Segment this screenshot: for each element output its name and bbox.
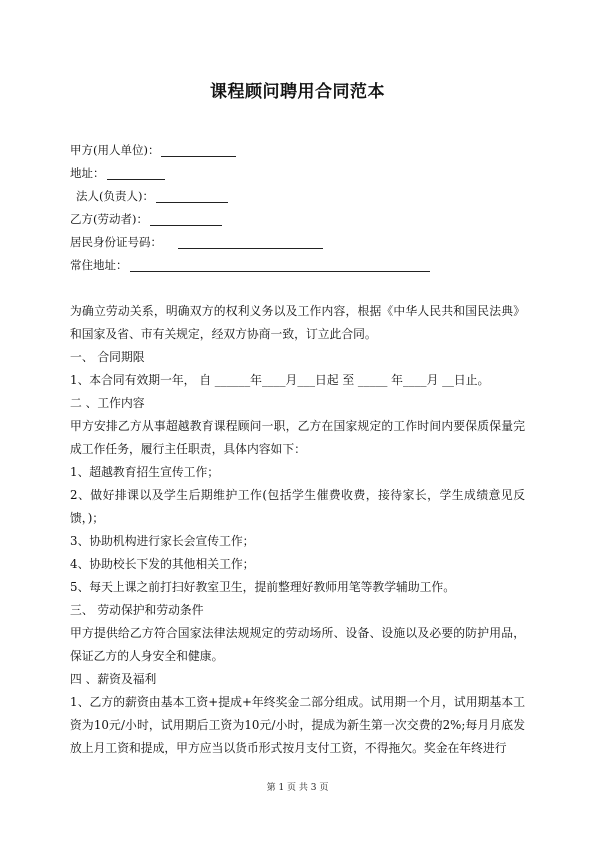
paragraph: 甲方安排乙方从事超越教育课程顾问一职，乙方在国家规定的工作时间内要保质保量完成工作任务，履行主任职责，具体内容如下：	[70, 419, 525, 456]
paragraph: 3、协助机构进行家长会宣传工作；	[70, 534, 255, 548]
paragraph: 5、每天上课之前打扫好教室卫生，提前整理好教师用笔等教学辅助工作。	[70, 580, 456, 594]
field-label: 常住地址：	[70, 258, 128, 272]
paragraph: 1、超越教育招生宣传工作；	[70, 465, 220, 479]
paragraph: 1、本合同有效期一年， 自 ______年____月___日起 至 _____ 年____月 __日止。	[70, 373, 490, 387]
party-field	[70, 208, 540, 231]
party-fields	[70, 139, 540, 277]
field-label: 居民身份证号码：	[70, 235, 162, 249]
section-heading: 二 、工作内容	[70, 396, 145, 410]
section-heading: 四 、薪资及福利	[70, 672, 157, 686]
party-field	[70, 254, 540, 277]
field-blank	[178, 235, 323, 249]
paragraph: 1、乙方的薪资由基本工资+提成+年终奖金二部分组成。试用期一个月，试用期基本工资为10元/小时，试用期后工资为10元/小时，提成为新生第一次交费的2%;每月月底发放上月工资和提成，甲方应当以货币形式按月支付工资，不得拖欠。奖金在年终进行	[70, 695, 525, 755]
contract-body	[70, 300, 525, 760]
paragraph: 为确立劳动关系，明确双方的权利义务以及工作内容，根据《中华人民共和国民法典》和国家及省、市有关规定，经双方协商一致，订立此合同。	[70, 304, 525, 341]
field-label: 法人(负责人)：	[76, 189, 154, 203]
paragraph: 2、做好排课以及学生后期维护工作(包括学生催费收费，接待家长，学生成绩意见反馈，)；	[70, 488, 525, 525]
section-heading: 一、 合同期限	[70, 350, 145, 364]
party-field	[70, 139, 540, 162]
paragraph: 甲方提供给乙方符合国家法律法规规定的劳动场所、设备、设施以及必要的防护用品，保证乙方的人身安全和健康。	[70, 626, 525, 663]
field-blank	[156, 189, 228, 203]
document-title: 课程顾问聘用合同范本	[210, 82, 385, 102]
field-label: 甲方(用人单位)：	[70, 143, 160, 157]
field-blank	[161, 143, 236, 157]
party-field	[70, 185, 540, 208]
field-label: 地址：	[70, 166, 105, 180]
field-blank	[107, 166, 165, 180]
field-blank	[130, 258, 430, 272]
page-footer: 第 1 页 共 3 页	[266, 783, 329, 793]
party-field	[70, 162, 540, 185]
field-blank	[150, 212, 222, 226]
section-heading: 三、 劳动保护和劳动条件	[70, 603, 204, 617]
field-label: 乙方(劳动者)：	[70, 212, 148, 226]
party-field	[70, 231, 540, 254]
paragraph: 4、协助校长下发的其他相关工作；	[70, 557, 255, 571]
